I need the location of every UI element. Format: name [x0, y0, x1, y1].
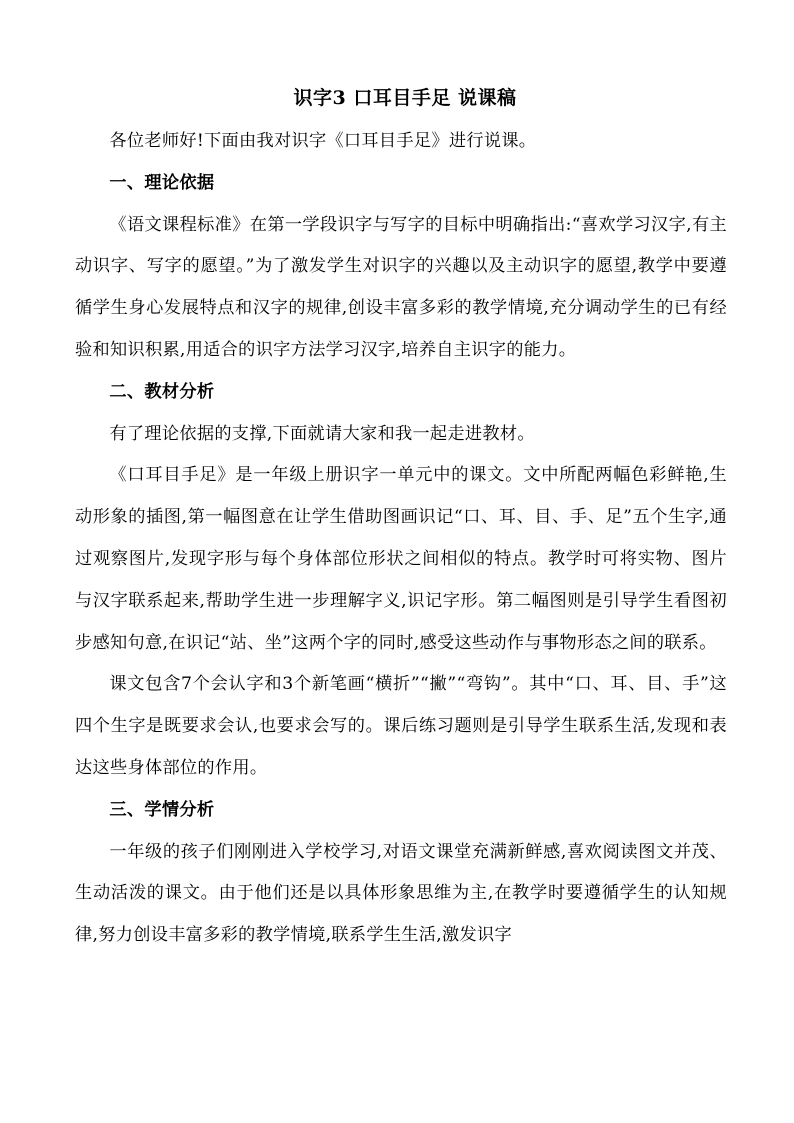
paragraph: 一年级的孩子们刚刚进入学校学习,对语文课堂充满新鲜感,喜欢阅读图文并茂、生动活泼的课文。由于他们还是以具体形象思维为主,在教学时要遵循学生的认知规律,努力创设丰富多彩的教学情境,联系学生生活,激发识字 [75, 841, 727, 946]
paragraph: 各位老师好!下面由我对识字《口耳目手足》进行说课。 [109, 131, 537, 151]
paragraph: 《语文课程标准》在第一学段识字与写字的目标中明确指出:“喜欢学习汉字,有主动识字、写字的愿望。”为了激发学生对识字的兴趣以及主动识字的愿望,教学中要遵循学生身心发展特点和汉字的规律,创设丰富多彩的教学情境,充分调动学生的已有经验和知识积累,用适合的识字方法学习汉字,培养自主识字的能力。 [75, 214, 727, 360]
section-heading: 一、理论依据 [109, 172, 215, 193]
document-body [75, 84, 727, 957]
document-blocks [75, 121, 727, 957]
paragraph: 课文包含7个会认字和3个新笔画“横折”“撇”“弯钩”。其中“口、耳、目、手”这四个生字是既要求会认,也要求会写的。课后练习题则是引导学生联系生活,发现和表达这些身体部位的作用。 [75, 674, 727, 778]
document-title: 识字3 口耳目手足 说课稿 [293, 87, 517, 109]
paragraph: 《口耳目手足》是一年级上册识字一单元中的课文。文中所配两幅色彩鲜艳,生动形象的插图,第一幅图意在让学生借助图画识记“口、耳、目、手、足”五个生字,通过观察图片,发现字形与每个身体部位形状之间相似的特点。教学时可将实物、图片与汉字联系起来,帮助学生进一步理解字义,识记字形。第二幅图则是引导学生看图初步感知句意,在识记“站、坐”这两个字的同时,感受这些动作与事物形态之间的联系。 [75, 465, 727, 653]
section-heading: 二、教材分析 [109, 381, 215, 402]
section-heading: 三、学情分析 [109, 799, 215, 820]
paragraph: 有了理论依据的支撑,下面就请大家和我一起走进教材。 [109, 423, 535, 444]
